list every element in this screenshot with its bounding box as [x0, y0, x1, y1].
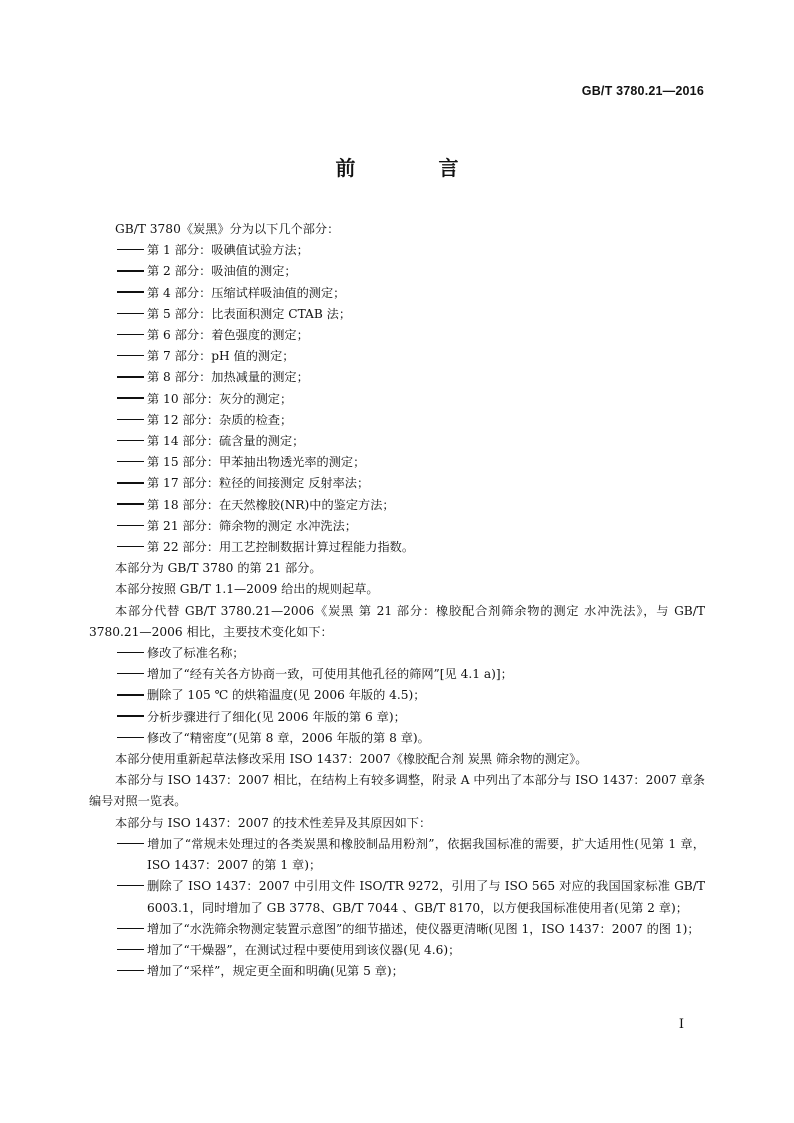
dash-icon	[117, 410, 147, 431]
list-item: 第 1 部分：吸碘值试验方法；	[117, 240, 705, 261]
list-item: 删除了 105 ℃ 的烘箱温度(见 2006 年版的 4.5)；	[117, 685, 705, 706]
dash-icon	[117, 283, 147, 304]
list-item: 第 10 部分：灰分的测定；	[117, 389, 705, 410]
list-item: 第 7 部分：pH 值的测定；	[117, 346, 705, 367]
dash-icon	[117, 685, 147, 706]
list-item: 修改了标准名称；	[117, 643, 705, 664]
standard-code-header: GB/T 3780.21—2016	[581, 84, 704, 98]
dash-icon	[117, 346, 147, 367]
parts-list	[89, 240, 705, 558]
list-item: 第 21 部分：筛余物的测定 水冲洗法；	[117, 516, 705, 537]
dash-icon	[117, 643, 147, 664]
changes-list	[89, 643, 705, 749]
paragraph: 本部分与 ISO 1437：2007 相比，在结构上有较多调整，附录 A 中列出了本部分与 ISO 1437：2007 章条编号对照一览表。	[89, 773, 705, 809]
list-item: 第 6 部分：着色强度的测定；	[117, 325, 705, 346]
dash-icon	[117, 919, 147, 940]
list-item: 增加了“水洗筛余物测定装置示意图”的细节描述，使仪器更清晰(见图 1，ISO 1437：2007 的图 1)；	[117, 919, 705, 940]
dash-icon	[117, 516, 147, 537]
dash-icon	[117, 473, 147, 494]
dash-icon	[117, 452, 147, 473]
list-item: 第 2 部分：吸油值的测定；	[117, 261, 705, 282]
foreword-body	[89, 219, 705, 982]
dash-icon	[117, 304, 147, 325]
dash-icon	[117, 367, 147, 388]
paragraph: 本部分为 GB/T 3780 的第 21 部分。	[115, 561, 322, 576]
dash-icon	[117, 876, 147, 897]
paragraph: 本部分代替 GB/T 3780.21—2006《炭黑 第 21 部分：橡胶配合剂筛余物的测定 水冲洗法》，与 GB/T 3780.21—2006 相比，主要技术变化如下：	[89, 603, 705, 639]
list-item: 增加了“经有关各方协商一致，可使用其他孔径的筛网”[见 4.1 a)]；	[117, 664, 705, 685]
list-item: 第 5 部分：比表面积测定 CTAB 法；	[117, 304, 705, 325]
dash-icon	[117, 537, 147, 558]
list-item: 第 8 部分：加热减量的测定；	[117, 367, 705, 388]
dash-icon	[117, 961, 147, 982]
dash-icon	[117, 834, 147, 855]
list-item: 第 15 部分：甲苯抽出物透光率的测定；	[117, 452, 705, 473]
list-item: 增加了“干燥器”，在测试过程中要使用到该仪器(见 4.6)；	[117, 940, 705, 961]
list-item: 增加了“常规未处理过的各类炭黑和橡胶制品用粉剂”，依据我国标准的需要，扩大适用性(见第 1 章，ISO 1437：2007 的第 1 章)；	[117, 834, 705, 876]
differences-list	[89, 834, 705, 982]
paragraph: 本部分与 ISO 1437：2007 的技术性差异及其原因如下：	[115, 815, 432, 830]
paragraph: 本部分按照 GB/T 1.1—2009 给出的规则起草。	[115, 582, 379, 597]
list-item: 第 17 部分：粒径的间接测定 反射率法；	[117, 473, 705, 494]
dash-icon	[117, 261, 147, 282]
dash-icon	[117, 389, 147, 410]
paragraph: 本部分使用重新起草法修改采用 ISO 1437：2007《橡胶配合剂 炭黑 筛余物的测定》。	[115, 752, 588, 767]
list-item: 删除了 ISO 1437：2007 中引用文件 ISO/TR 9272，引用了与 ISO 565 对应的我国国家标准 GB/T 6003.1，同时增加了 GB 3778、GB/T 7044 、GB/T 8170，以方便我国标准使用者(见第 2 章)；	[117, 876, 705, 918]
dash-icon	[117, 940, 147, 961]
list-item: 增加了“采样”，规定更全面和明确(见第 5 章)；	[117, 961, 705, 982]
dash-icon	[117, 240, 147, 261]
list-item: 第 18 部分：在天然橡胶(NR)中的鉴定方法；	[117, 495, 705, 516]
list-item: 修改了“精密度”(见第 8 章，2006 年版的第 8 章)。	[117, 728, 705, 749]
page-number: I	[678, 1017, 684, 1032]
dash-icon	[117, 664, 147, 685]
dash-icon	[117, 325, 147, 346]
page-title: 前 言	[335, 156, 497, 180]
dash-icon	[117, 431, 147, 452]
dash-icon	[117, 707, 147, 728]
list-item: 第 22 部分：用工艺控制数据计算过程能力指数。	[117, 537, 705, 558]
dash-icon	[117, 495, 147, 516]
list-item: 第 14 部分：硫含量的测定；	[117, 431, 705, 452]
intro-paragraph: GB/T 3780《炭黑》分为以下几个部分：	[115, 222, 340, 236]
dash-icon	[117, 728, 147, 749]
list-item: 第 12 部分：杂质的检查；	[117, 410, 705, 431]
list-item: 第 4 部分：压缩试样吸油值的测定；	[117, 283, 705, 304]
list-item: 分析步骤进行了细化(见 2006 年版的第 6 章)；	[117, 707, 705, 728]
